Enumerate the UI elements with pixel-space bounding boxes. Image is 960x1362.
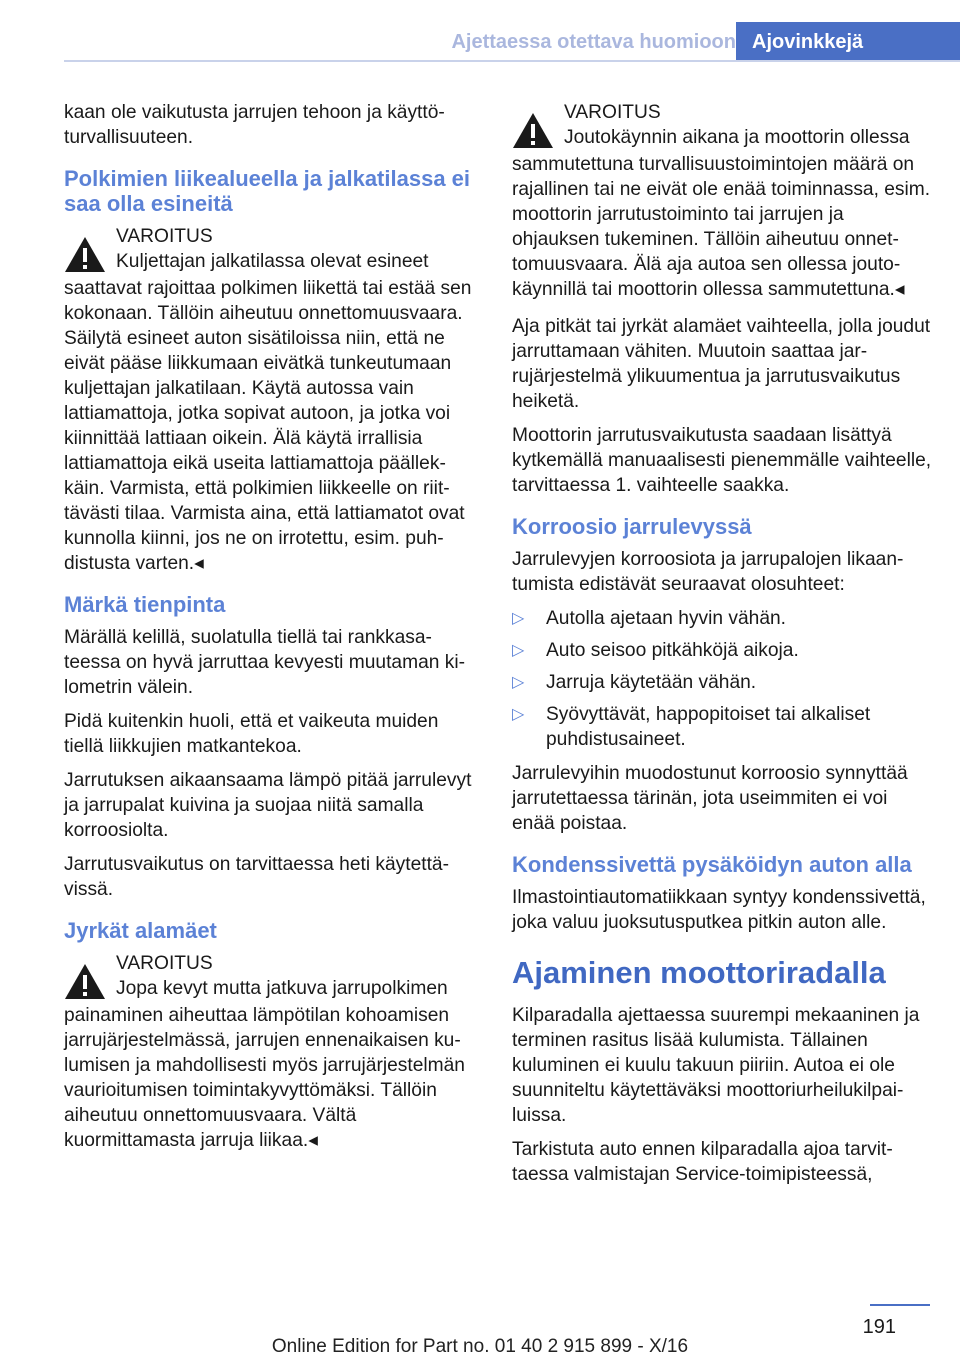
list-item — [512, 702, 932, 752]
paragraph: Aja pitkät tai jyrkät alamäet vaihteella, jolla joudut jarruttamaan vähiten. Muutoin saattaa jarrujärjestelmä ylikuumentua ja jarrutusvaikutus heiketä. — [512, 316, 931, 412]
warning-lead: Jopa kevyt mutta jatkuva jarrupolkimen — [116, 978, 448, 999]
paragraph: Kilparadalla ajettaessa suurempi mekaaninen ja terminen rasitus lisää kulumista. Tällainen kuluminen ei kuulu takuun piiriin. Autoa ei ole suunniteltu käytettäväksi moottoriurheilukilpailuissa. — [512, 1005, 920, 1126]
page-number: 191 — [862, 1316, 896, 1338]
chapter-tab[interactable]: Ajovinkkejä — [736, 22, 960, 62]
warning-text: saattavat rajoittaa polkimen liikettä tai estää sen kokonaan. Tällöin aiheutuu onnettomuusvaara. Säilytä esineet auton sisätiloissa niin, että ne eivät pääse liikkumaan eivätkä tunkeutumaan kuljettajan jalkatilaan. Käytä autossa vain lattiamattoja, jotka sopivat autoon, ja jotka voi kiinnittää lattiaan oikein. Älä käytä irrallisia lattiamattoja eikä useita lattiamattoja päällekkäin. Varmista, että polkimien liikkeelle on riittävästi tilaa. Varmista aina, että lattiamatot ovat kunnolla kiinni, jos ne on irrotettu, esim. puhdistusta varten.◂ — [64, 278, 472, 574]
paragraph: Märällä kelillä, suolatulla tiellä tai rankkasateessa on hyvä jarruttaa kevyesti muutaman kilometrin välein. — [64, 627, 465, 698]
warning-block — [64, 951, 478, 1153]
warning-triangle-icon — [64, 963, 106, 1000]
bullet-triangle-icon: ▷ — [512, 610, 525, 627]
bullet-triangle-icon: ▷ — [512, 706, 525, 723]
warning-label: VAROITUS — [116, 226, 213, 247]
page-header — [64, 22, 960, 62]
bullet-triangle-icon: ▷ — [512, 674, 525, 691]
warning-block — [64, 224, 478, 576]
warning-label: VAROITUS — [116, 953, 213, 974]
paragraph: Pidä kuitenkin huoli, että et vaikeuta muiden tiellä liikkujien matkantekoa. — [64, 711, 439, 757]
footer-edition: Online Edition for Part no. 01 40 2 915 899 - X/16 — [271, 1336, 689, 1357]
warning-lead: Kuljettajan jalkatilassa olevat esineet — [116, 251, 429, 272]
section-tab[interactable]: Ajettaessa otettava huomioon — [451, 31, 736, 53]
list-item — [512, 606, 932, 631]
paragraph: Jarrulevyihin muodostunut korroosio synnyttää jarrutettaessa tärinän, jota useimmiten ei voi enää poistaa. — [512, 763, 908, 834]
list-item-text: Autolla ajetaan hyvin vähän. — [546, 608, 787, 629]
list-item-text: Syövyttävät, happopitoiset tai alkaliset puhdistusaineet. — [546, 704, 871, 750]
list-item-text: Auto seisoo pitkähköjä aikoja. — [546, 640, 799, 661]
intro-paragraph: kaan ole vaikutusta jarrujen tehoon ja käyttöturvallisuuteen. — [64, 102, 445, 148]
paragraph: Moottorin jarrutusvaikutusta saadaan lisättyä kytkemällä manuaalisesti pienemmälle vaihteelle, tarvittaessa 1. vaihteelle saakka. — [512, 425, 932, 496]
section-heading-pedals: Polkimien liikealueella ja jalkatilassa ei saa olla esineitä — [64, 166, 471, 216]
bullet-list — [512, 606, 932, 752]
right-column — [512, 100, 932, 1196]
warning-triangle-icon — [512, 112, 554, 149]
warning-text: painaminen aiheuttaa lämpötilan kohoamisen jarrujärjestelmässä, jarrujen ennenaikaisen kulumisen ja mahdollisesti myös jarrujärjestelmän vaurioitumisen toimintakyvyttömäksi. Tällöin aiheutuu onnettomuusvaara. Vältä kuormittamasta jarruja liikaa.◂ — [64, 1005, 465, 1151]
list-item — [512, 670, 932, 695]
list-item — [512, 638, 932, 663]
bullet-triangle-icon: ▷ — [512, 642, 525, 659]
list-item-text: Jarruja käytetään vähän. — [546, 672, 757, 693]
paragraph: Ilmastointiautomatiikkaan syntyy kondenssivettä, joka valuu juoksutusputkea pitkin auton alle. — [512, 887, 926, 933]
warning-text: sammutettuna turvallisuustoimintojen määrä on rajallinen tai ne eivät ole enää toiminnassa, esim. moottorin jarrutustoiminto tai jarrujen ja ohjauksen tukeminen. Tällöin aiheutuu onnettomuusvaara. Älä aja autoa sen ollessa joutokäynnillä tai moottorin ollessa sammutettuna.◂ — [512, 154, 931, 300]
warning-triangle-icon — [64, 236, 106, 273]
paragraph: Jarrutusvaikutus on tarvittaessa heti käytettävissä. — [64, 854, 449, 900]
section-heading-wet-road: Märkä tienpinta — [64, 592, 226, 617]
warning-label: VAROITUS — [564, 102, 661, 123]
paragraph: Tarkistuta auto ennen kilparadalla ajoa tarvittaessa valmistajan Service-toimipisteessä, — [512, 1139, 893, 1185]
warning-block — [512, 100, 932, 302]
section-heading-condensation: Kondenssivettä pysäköidyn auton alla — [512, 852, 912, 877]
warning-lead: Joutokäynnin aikana ja moottorin ollessa — [564, 127, 910, 148]
chapter-heading-race-track: Ajaminen moottoriradalla — [512, 955, 886, 990]
paragraph: Jarrulevyjen korroosiota ja jarrupalojen likaantumista edistävät seuraavat olosuhteet: — [512, 549, 904, 595]
header-rule — [64, 60, 960, 62]
left-column — [64, 100, 478, 1165]
paragraph: Jarrutuksen aikaansaama lämpö pitää jarrulevyt ja jarrupalat kuivina ja suojaa niitä samalla korroosiolta. — [64, 770, 472, 841]
section-heading-corrosion: Korroosio jarrulevyssä — [512, 514, 752, 539]
page-number-rule — [870, 1304, 930, 1306]
section-heading-steep-descents: Jyrkät alamäet — [64, 918, 217, 943]
